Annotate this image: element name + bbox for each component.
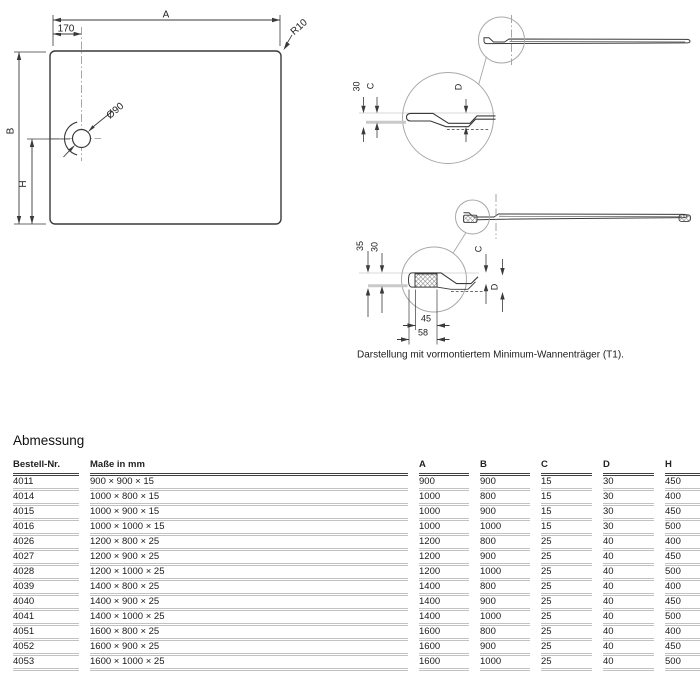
table-cell: 1200: [419, 536, 469, 551]
table-cell: 900: [480, 476, 530, 491]
table-cell: 25: [541, 626, 592, 641]
table-cell: 450: [665, 596, 700, 611]
dim-label-30-bottom: 30: [369, 241, 380, 253]
table-cell: 1000 × 800 × 15: [90, 491, 408, 506]
table-cell: 25: [541, 611, 592, 626]
table-cell: 500: [665, 656, 700, 671]
dim-label-170: 170: [57, 23, 75, 35]
drain-circle: [73, 130, 91, 148]
table-cell: 1600: [419, 656, 469, 671]
table-cell: 400: [665, 581, 700, 596]
table-cell: 4052: [13, 641, 79, 656]
table-cell: 1600: [419, 626, 469, 641]
table-row: [13, 596, 696, 611]
dim-label-58: 58: [417, 327, 429, 338]
table-cell: 1400 × 900 × 25: [90, 596, 408, 611]
table-cell: 4011: [13, 476, 79, 491]
table-cell: 1600 × 1000 × 25: [90, 656, 408, 671]
table-cell: 800: [480, 581, 530, 596]
table-cell: 25: [541, 656, 592, 671]
table-cell: 900: [480, 506, 530, 521]
table-cell: 40: [603, 611, 654, 626]
table-cell: 500: [665, 521, 700, 536]
table-row: [13, 611, 696, 626]
table-cell: 4041: [13, 611, 79, 626]
table-row: [13, 476, 696, 491]
table-cell: 25: [541, 566, 592, 581]
section-view-plain: [352, 15, 691, 164]
table-row: [13, 566, 696, 581]
table-cell: 1200 × 1000 × 25: [90, 566, 408, 581]
table-cell: 800: [480, 491, 530, 506]
table-cell: 4040: [13, 596, 79, 611]
table-cell: 4028: [13, 566, 79, 581]
dim-label-h: H: [18, 180, 29, 188]
table-cell: 40: [603, 596, 654, 611]
table-cell: 30: [603, 476, 654, 491]
dim-label-drain-diameter: Ø90: [104, 100, 127, 122]
table-row: [13, 551, 696, 566]
table-row: [13, 581, 696, 596]
table-cell: 40: [603, 581, 654, 596]
table-cell: 1000: [419, 491, 469, 506]
table-row: [13, 506, 696, 521]
table-cell: 40: [603, 566, 654, 581]
column-header-d: D: [603, 459, 654, 476]
table-cell: 4026: [13, 536, 79, 551]
table-cell: 4016: [13, 521, 79, 536]
table-cell: 900: [480, 596, 530, 611]
table-cell: 4053: [13, 656, 79, 671]
table-cell: 1200 × 800 × 25: [90, 536, 408, 551]
table-cell: 40: [603, 551, 654, 566]
table-cell: 1600: [419, 641, 469, 656]
table-cell: 1000: [480, 521, 530, 536]
table-cell: 30: [603, 521, 654, 536]
table-cell: 40: [603, 656, 654, 671]
table-cell: 25: [541, 551, 592, 566]
table-cell: 800: [480, 536, 530, 551]
column-header-bestell-nr: Bestell-Nr.: [13, 459, 79, 476]
table-cell: 1000: [419, 506, 469, 521]
table-cell: 1000 × 900 × 15: [90, 506, 408, 521]
tray-section-profile: [484, 38, 690, 44]
table-cell: 25: [541, 536, 592, 551]
dim-label-c-top: C: [365, 82, 376, 90]
section-title: Abmessung: [13, 433, 85, 448]
table-cell: 15: [541, 491, 592, 506]
table-cell: 1000: [480, 611, 530, 626]
table-row: [13, 641, 696, 656]
table-cell: 15: [541, 506, 592, 521]
table-cell: 400: [665, 536, 700, 551]
section-view-t1: [355, 194, 691, 361]
dimensions-table: [13, 459, 696, 671]
table-cell: 1400: [419, 581, 469, 596]
table-cell: 450: [665, 476, 700, 491]
dim-label-45: 45: [420, 313, 432, 324]
table-cell: 1000: [419, 521, 469, 536]
dim-label-b: B: [5, 127, 17, 135]
table-cell: 4014: [13, 491, 79, 506]
table-cell: 40: [603, 641, 654, 656]
table-body: [13, 476, 696, 671]
table-row: [13, 656, 696, 671]
table-cell: 25: [541, 581, 592, 596]
table-cell: 1200 × 900 × 25: [90, 551, 408, 566]
column-header-b: B: [480, 459, 530, 476]
table-cell: 40: [603, 536, 654, 551]
table-cell: 900 × 900 × 15: [90, 476, 408, 491]
table-cell: 1600 × 900 × 25: [90, 641, 408, 656]
column-header-a: A: [419, 459, 469, 476]
drawing-caption: Darstellung mit vormontiertem Minimum-Wannenträger (T1).: [357, 349, 624, 361]
table-cell: 40: [603, 626, 654, 641]
table-cell: 1000 × 1000 × 15: [90, 521, 408, 536]
support-block: [415, 274, 437, 287]
table-cell: 15: [541, 476, 592, 491]
dim-label-a: A: [162, 9, 170, 21]
table-row: [13, 536, 696, 551]
table-row: [13, 626, 696, 641]
table-cell: 900: [480, 551, 530, 566]
table-cell: 450: [665, 641, 700, 656]
table-header-row: [13, 459, 696, 476]
dim-label-d-bottom: D: [489, 283, 500, 291]
table-cell: 30: [603, 491, 654, 506]
table-cell: 4051: [13, 626, 79, 641]
column-header-masse: Maße in mm: [90, 459, 408, 476]
table-cell: 500: [665, 566, 700, 581]
column-header-h: H: [665, 459, 700, 476]
table-cell: 1400 × 800 × 25: [90, 581, 408, 596]
table-cell: 400: [665, 626, 700, 641]
table-cell: 400: [665, 491, 700, 506]
support-foot-left: [464, 215, 478, 222]
table-cell: 30: [603, 506, 654, 521]
plan-view-drawing: [6, 10, 311, 225]
dim-label-35: 35: [355, 240, 365, 252]
table-row: [13, 491, 696, 506]
table-cell: 4027: [13, 551, 79, 566]
table-cell: 1600 × 800 × 25: [90, 626, 408, 641]
support-foot-right: [679, 215, 691, 222]
dim-label-c-bottom: C: [473, 245, 484, 253]
table-cell: 1400: [419, 596, 469, 611]
table-cell: 500: [665, 611, 700, 626]
table-cell: 450: [665, 551, 700, 566]
table-cell: 450: [665, 506, 700, 521]
table-cell: 1400 × 1000 × 25: [90, 611, 408, 626]
table-cell: 800: [480, 626, 530, 641]
table-cell: 25: [541, 596, 592, 611]
dim-label-30-top: 30: [351, 81, 362, 92]
table-cell: 1000: [480, 656, 530, 671]
table-row: [13, 521, 696, 536]
table-cell: 1200: [419, 566, 469, 581]
table-cell: 25: [541, 641, 592, 656]
dim-label-d-top: D: [453, 83, 464, 91]
table-cell: 15: [541, 521, 592, 536]
table-cell: 900: [419, 476, 469, 491]
table-cell: 4015: [13, 506, 79, 521]
dim-label-r10: R10: [288, 17, 310, 38]
table-cell: 1200: [419, 551, 469, 566]
table-cell: 900: [480, 641, 530, 656]
table-cell: 1000: [480, 566, 530, 581]
table-cell: 1400: [419, 611, 469, 626]
table-cell: 4039: [13, 581, 79, 596]
column-header-c: C: [541, 459, 592, 476]
